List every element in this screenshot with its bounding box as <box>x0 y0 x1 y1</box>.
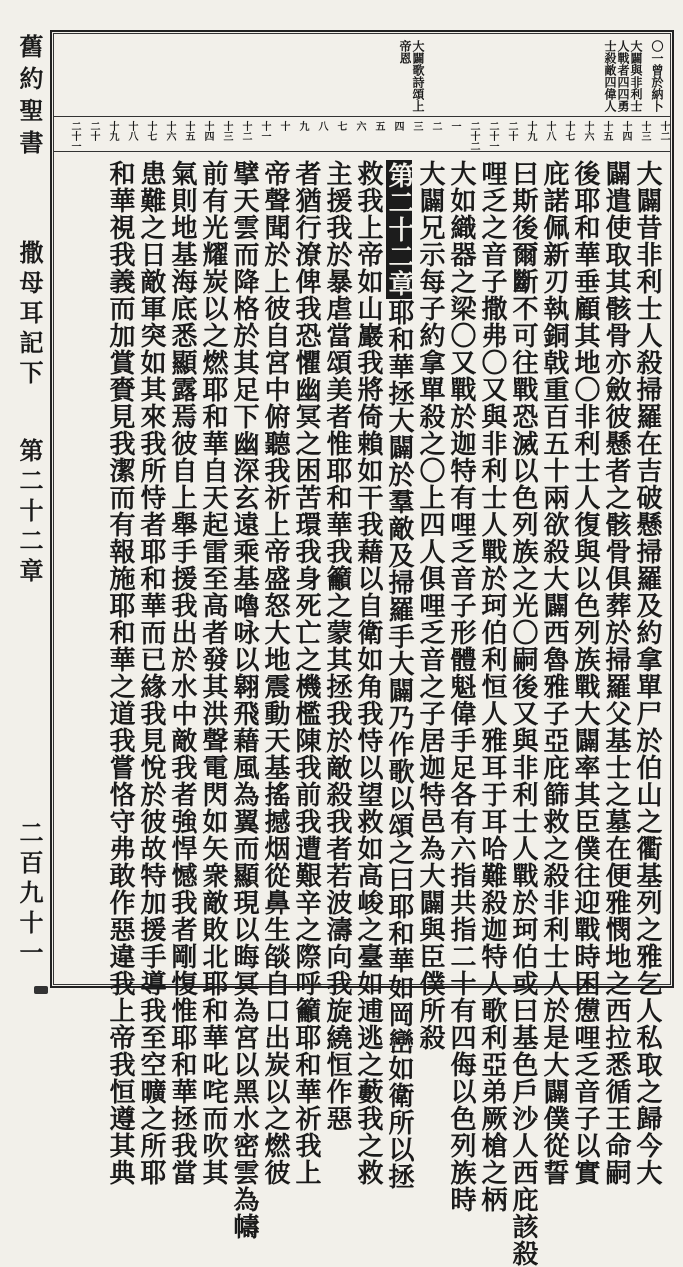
verse-number: 二十 <box>506 121 517 141</box>
verse-number: 十八 <box>126 121 137 141</box>
verse-number: 三 <box>411 121 422 131</box>
text-column: 哩乏之音子撒弗〇又與非利士人戰於珂伯利恒人雅耳于耳哈難殺迦特人歌利亞弟厥槍之柄 <box>477 160 507 1213</box>
verse-number: 八 <box>316 121 327 131</box>
text-column: 曰斯後爾斷不可往戰恐滅以色列族之光〇嗣後又與非利士人戰於珂伯或曰基色戶沙人西庇該殺 <box>508 160 538 1267</box>
verse-number: 二 <box>430 121 441 131</box>
verse-number: 十九 <box>525 121 536 141</box>
text-column: 主援我於暴虐當頌美者惟耶和華我籲之蒙其拯我於敵殺我者若波濤向我旋繞恒作惡 <box>322 160 352 1132</box>
chapter-heading-column <box>384 160 414 1190</box>
verse-number: 十五 <box>601 121 612 141</box>
verse-number: 十七 <box>563 121 574 141</box>
page-number: 二百九十一 <box>15 820 44 970</box>
verse-number: 二十 <box>88 121 99 141</box>
verse-number: 十七 <box>145 121 156 141</box>
margin-column <box>6 34 46 994</box>
verse-number: 十三 <box>639 121 650 141</box>
verse-number: 二十一 <box>69 121 80 151</box>
verse-number: 四 <box>392 121 403 131</box>
chapter-summary: 耶和華拯大闢於羣敵及掃羅手大闢乃作歌以頌之曰耶和華如岡巒如衛所以拯 <box>384 299 414 1190</box>
verse-number: 五 <box>373 121 384 131</box>
book-name: 撒母耳記下 <box>15 240 44 390</box>
header-note: 〇一曾於納卜 <box>650 40 664 112</box>
chapter-heading: 第二十二章 <box>384 162 414 297</box>
text-column: 闢遣使取其骸骨亦斂彼懸者之骸骨俱葬於掃羅父基士之墓在便雅憫地之西拉悉循王命嗣 <box>601 160 631 1186</box>
verse-number: 十四 <box>620 121 631 141</box>
text-column: 後耶和華垂顧其地〇非利士人復與以色列族戰大闢率其臣僕往迎戰時困憊哩乏音子以實 <box>570 160 600 1186</box>
verse-number: 十二 <box>658 121 669 141</box>
verse-number: 十四 <box>202 121 213 141</box>
text-column: 者猶行潦俾我恐懼幽冥之困苦環我身死亡之機檻陳我前我遭艱辛之際呼籲耶和華祈我上 <box>291 160 321 1186</box>
verse-number: 十二 <box>240 121 251 141</box>
header-note: 大闢與非利士人戰者四四勇士殺敵四偉人 <box>603 40 643 112</box>
ink-mark <box>34 986 48 994</box>
verse-number: 十一 <box>259 121 270 141</box>
verse-number: 十三 <box>221 121 232 141</box>
verse-number: 一 <box>449 121 460 131</box>
verse-number: 十九 <box>107 121 118 141</box>
text-column: 大闢兄示每子約拿單殺之〇上四人俱哩乏音之子居迦特邑為大闢與臣僕所殺 <box>415 160 445 1051</box>
verse-number: 十六 <box>582 121 593 141</box>
text-column: 前有光耀炭以之燃耶和華自天起雷至高者發其洪聲電閃如矢衆敵敗北耶和華叱咤而吹其 <box>198 160 228 1186</box>
verse-number-strip <box>54 116 670 152</box>
text-column: 患難之日敵軍突如其來我所恃者耶和華而已緣我見悅於彼故特加援手導我至空曠之所耶 <box>136 160 166 1186</box>
header-notes <box>54 34 670 116</box>
verse-number: 十 <box>278 121 289 131</box>
main-text <box>54 152 670 1267</box>
verse-number: 十五 <box>183 121 194 141</box>
verse-number: 二十一 <box>487 121 498 151</box>
verse-number: 十六 <box>164 121 175 141</box>
running-title: 舊約聖書 <box>15 34 44 162</box>
text-column: 救我上帝如山巖我將倚賴如干我藉以自衛如角我恃以望救如高峻之臺如逋逃之藪我之救 <box>353 160 383 1186</box>
text-column: 大如織器之梁〇又戰於迦特有哩乏音子形體魁偉手足各有六指共指二十有四侮以色列族時 <box>446 160 476 1213</box>
header-note: 大闢歌詩頌上帝恩 <box>398 40 425 112</box>
verse-number: 十八 <box>544 121 555 141</box>
text-column: 帝聲聞於上彼自宮中俯聽我祈上帝盛怒大地震動天基搖撼烟從鼻生燄自口出炭以之燃彼 <box>260 160 290 1186</box>
text-column: 大闢昔非利士人殺掃羅在吉破懸掃羅及約拿單尸於伯山之衢基列之雅乞人私取之歸今大 <box>632 160 662 1186</box>
text-column: 氣則地基海底悉顯露焉彼自上舉手援我出於水中敵我者強悍憾我者剛愎惟耶和華拯我當 <box>167 160 197 1186</box>
verse-number: 七 <box>335 121 346 131</box>
chapter-label: 第二十二章 <box>15 438 44 588</box>
text-column: 庇諾佩新刃執銅戟重百五十兩欲殺大闢西魯雅子亞庇篩救之殺非利士人於是大闢僕從誓 <box>539 160 569 1186</box>
verse-number: 二十二 <box>468 121 479 151</box>
verse-number: 六 <box>354 121 365 131</box>
text-column: 和華視我義而加賞賚見我潔而有報施耶和華之道我嘗恪守弗敢作惡違我上帝我恒遵其典 <box>105 160 135 1186</box>
text-column: 擘天雲而降格於其足下幽深玄遠乘基嚕咏以翱飛藉風為翼而顯現以晦冥為宮以黑水密雲為幬 <box>229 160 259 1240</box>
verse-number: 九 <box>297 121 308 131</box>
